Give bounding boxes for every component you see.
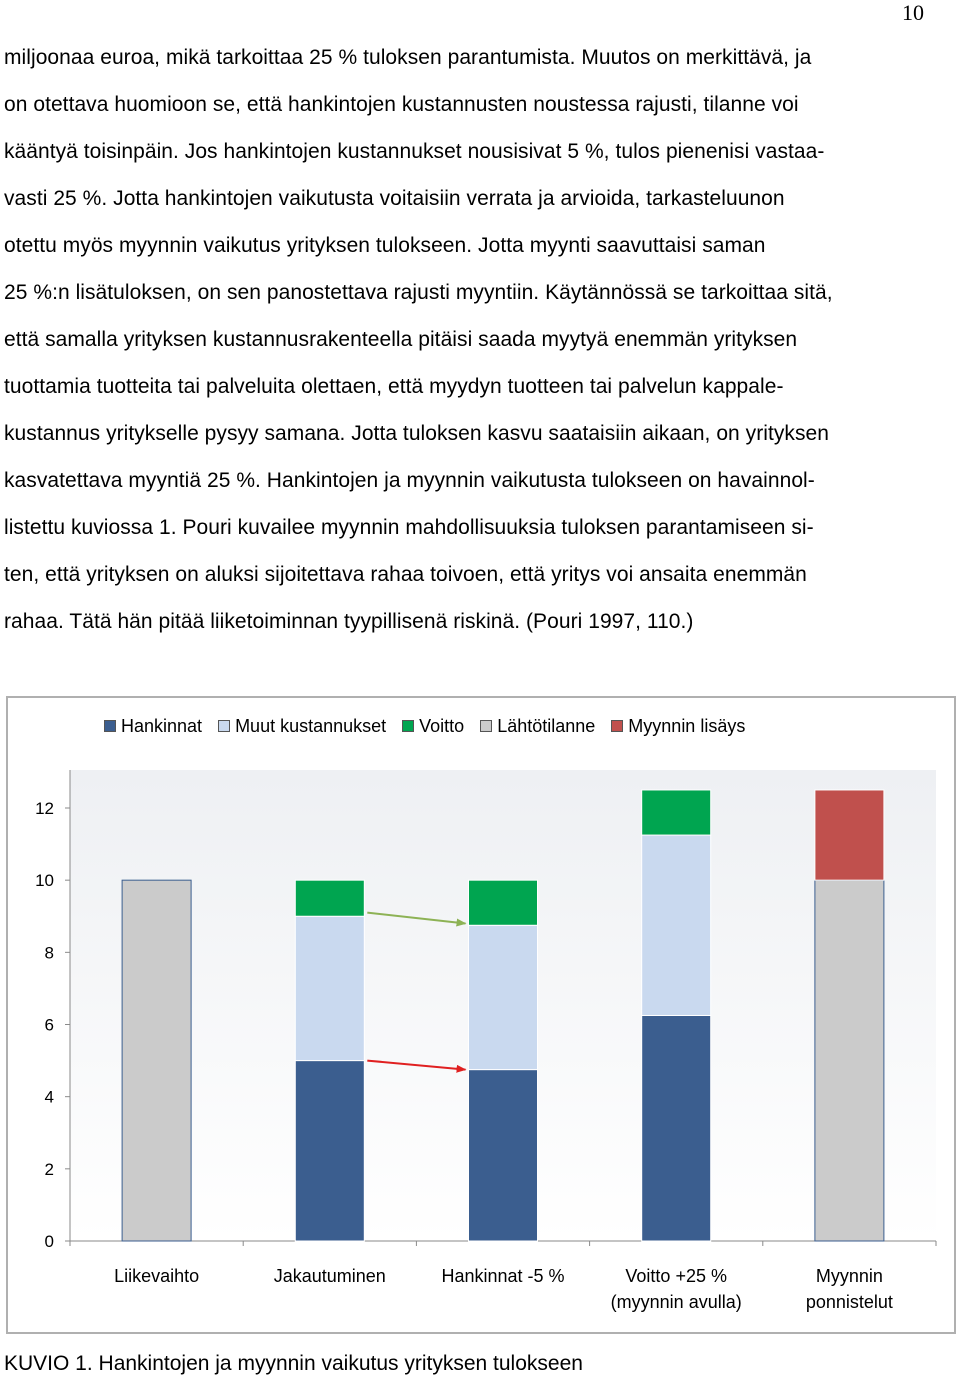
legend-item bbox=[218, 716, 386, 737]
x-category-label: (myynnin avulla) bbox=[610, 1292, 742, 1312]
y-tick-label: 4 bbox=[44, 1087, 54, 1107]
x-category-label: Myynnin bbox=[815, 1266, 883, 1286]
bar-segment-hankinnat bbox=[295, 1061, 364, 1241]
y-tick-label: 0 bbox=[44, 1232, 54, 1251]
stacked-bar-chart bbox=[8, 698, 958, 1336]
x-category-label: Liikevaihto bbox=[114, 1266, 200, 1286]
bar-segment-muut-kustannukset bbox=[642, 835, 711, 1015]
body-paragraph bbox=[4, 34, 934, 645]
legend-label: Voitto bbox=[419, 715, 465, 736]
bar-segment-voitto bbox=[295, 880, 364, 916]
legend-label: Lähtötilanne bbox=[497, 715, 596, 736]
legend-item bbox=[104, 716, 202, 737]
y-tick-label: 8 bbox=[44, 943, 54, 963]
bar-segment-muut-kustannukset bbox=[469, 925, 538, 1069]
paragraph-line: ten, että yrityksen on aluksi sijoitettava rahaa toivoen, että yritys voi ansaita enemmän bbox=[4, 563, 807, 586]
legend-label: Myynnin lisäys bbox=[628, 715, 746, 736]
x-category-label: Hankinnat -5 % bbox=[441, 1266, 565, 1286]
paragraph-line: otettu myös myynnin vaikutus yrityksen tulokseen. Jotta myynti saavuttaisi saman bbox=[4, 234, 766, 257]
legend-swatch bbox=[480, 720, 492, 732]
y-tick-label: 10 bbox=[35, 871, 54, 891]
legend-swatch bbox=[402, 720, 414, 732]
legend-item bbox=[611, 716, 745, 737]
paragraph-line: kääntyä toisinpäin. Jos hankintojen kustannukset nousisivat 5 %, tulos pienenisi vastaa- bbox=[4, 140, 825, 163]
x-category-label: ponnistelut bbox=[805, 1292, 893, 1312]
bar-segment-myynnin-lis-ys bbox=[815, 790, 884, 880]
bar-segment-hankinnat bbox=[469, 1070, 538, 1241]
legend-swatch bbox=[218, 720, 230, 732]
x-category-label: Jakautuminen bbox=[273, 1266, 386, 1286]
page-number: 10 bbox=[902, 0, 924, 25]
y-tick-label: 12 bbox=[35, 799, 54, 818]
legend-swatch bbox=[611, 720, 623, 732]
paragraph-line: tuottamia tuotteita tai palveluita olettaen, että myydyn tuotteen tai palvelun kappale- bbox=[4, 375, 784, 398]
paragraph-line: vasti 25 %. Jotta hankintojen vaikutusta voitaisiin verrata ja arvioida, tarkasteluunon bbox=[4, 187, 785, 210]
legend-item bbox=[480, 716, 595, 737]
paragraph-line: miljoonaa euroa, mikä tarkoittaa 25 % tuloksen parantumista. Muutos on merkittävä, ja bbox=[4, 46, 812, 69]
bar-segment-hankinnat bbox=[642, 1015, 711, 1241]
bar-segment-muut-kustannukset bbox=[295, 916, 364, 1060]
chart-legend bbox=[104, 714, 761, 738]
bar-segment-l-ht-tilanne bbox=[815, 880, 884, 1241]
legend-item bbox=[402, 716, 464, 737]
figure-caption: KUVIO 1. Hankintojen ja myynnin vaikutus yrityksen tulokseen bbox=[4, 1352, 583, 1375]
paragraph-line: listettu kuviossa 1. Pouri kuvailee myynnin mahdollisuuksia tuloksen parantamiseen si- bbox=[4, 516, 814, 539]
bar-segment-voitto bbox=[469, 880, 538, 925]
paragraph-line: 25 %:n lisätuloksen, on sen panostettava rajusti myyntiin. Käytännössä se tarkoittaa sitä, bbox=[4, 281, 833, 304]
paragraph-line: on otettava huomioon se, että hankintojen kustannusten noustessa rajusti, tilanne voi bbox=[4, 93, 799, 116]
paragraph-line: kustannus yritykselle pysyy samana. Jotta tuloksen kasvu saataisiin aikaan, on yrityksen bbox=[4, 422, 829, 445]
paragraph-line: kasvatettava myyntiä 25 %. Hankintojen ja myynnin vaikutusta tulokseen on havainnol- bbox=[4, 469, 815, 492]
legend-label: Hankinnat bbox=[121, 715, 203, 736]
y-tick-label: 2 bbox=[44, 1159, 54, 1179]
x-category-label: Voitto +25 % bbox=[625, 1266, 727, 1286]
paragraph-line: rahaa. Tätä hän pitää liiketoiminnan tyypillisenä riskinä. (Pouri 1997, 110.) bbox=[4, 610, 694, 633]
y-tick-label: 6 bbox=[44, 1015, 54, 1035]
bar-segment-l-ht-tilanne bbox=[122, 880, 191, 1241]
legend-swatch bbox=[104, 720, 116, 732]
bar-segment-voitto bbox=[642, 790, 711, 835]
paragraph-line: että samalla yrityksen kustannusrakenteella pitäisi saada myytyä enemmän yrityksen bbox=[4, 328, 798, 351]
chart-frame bbox=[6, 696, 956, 1334]
legend-label: Muut kustannukset bbox=[235, 715, 387, 736]
